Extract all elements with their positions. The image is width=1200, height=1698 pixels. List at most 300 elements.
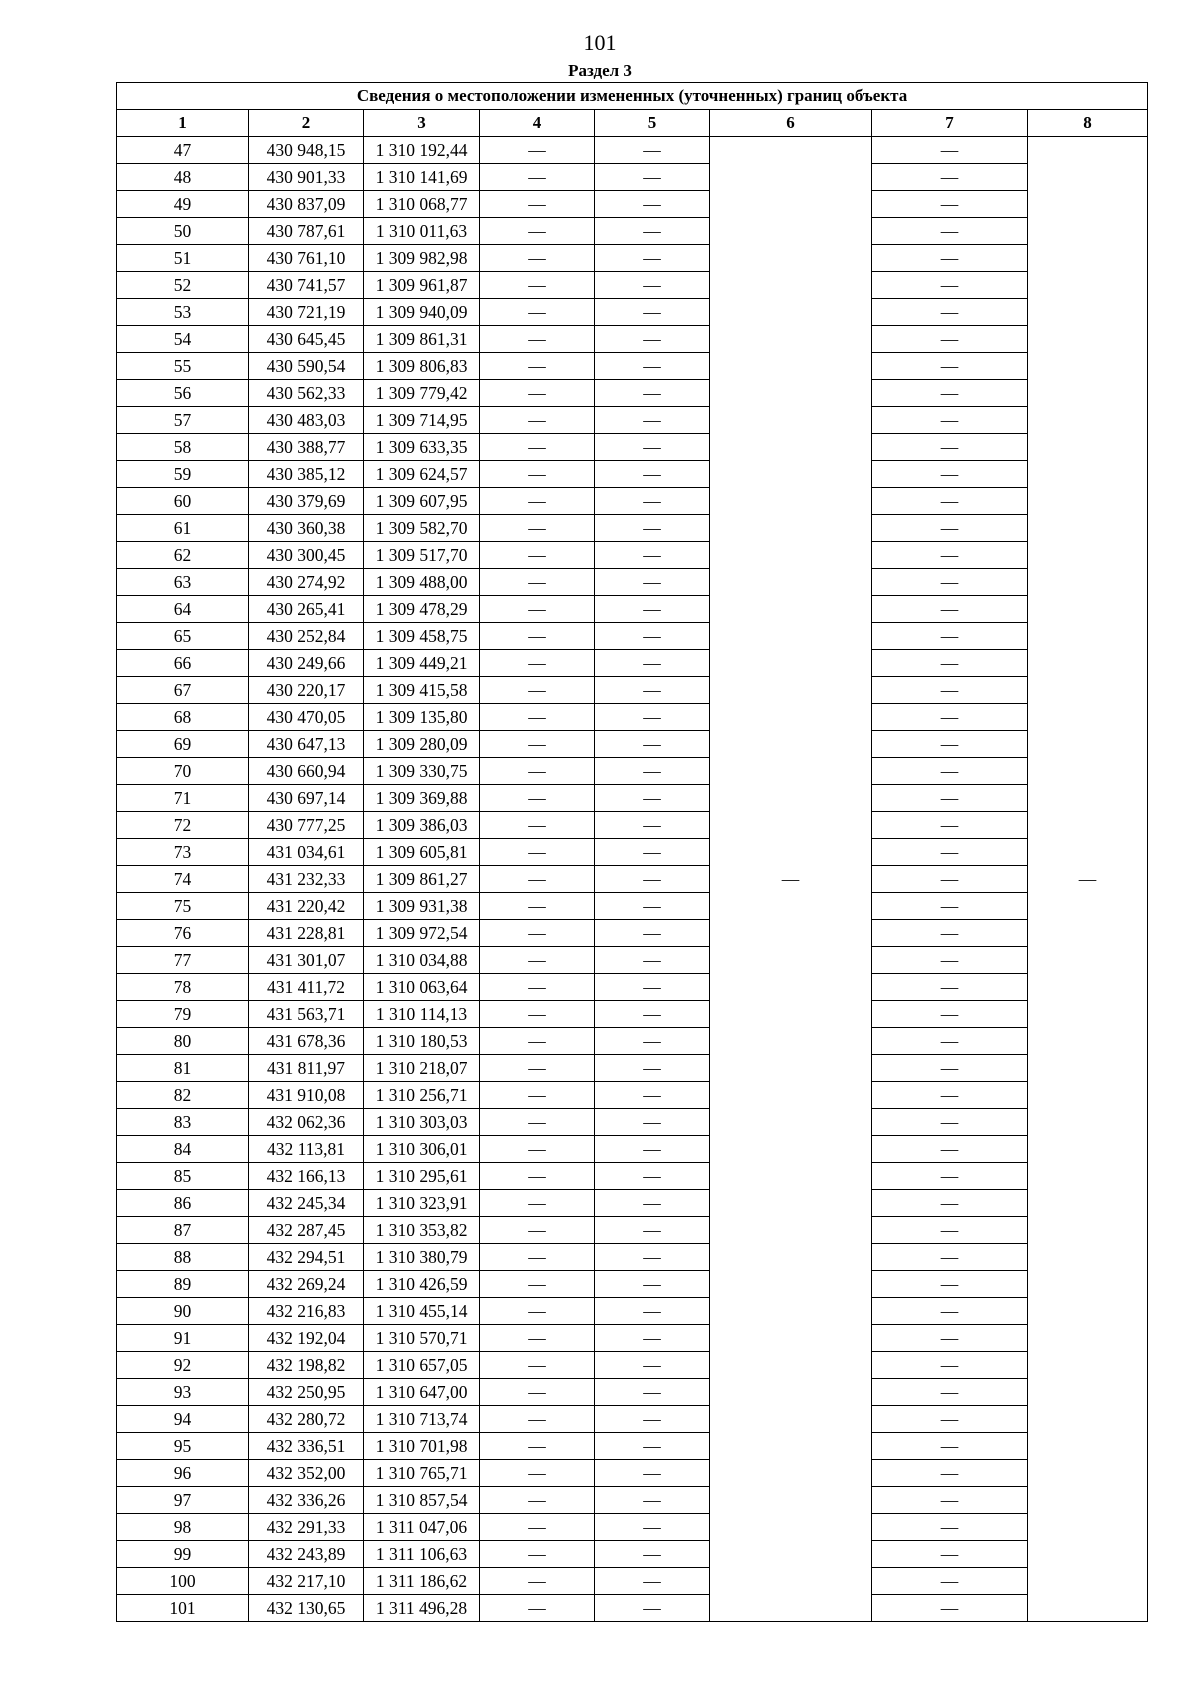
x-coordinate-cell: 432 245,34 [249,1190,364,1217]
table-row [117,866,1148,893]
x-coordinate-cell: 432 130,65 [249,1595,364,1622]
col5-cell: — [595,1298,710,1325]
point-number-cell: 92 [117,1352,249,1379]
col4-cell: — [480,1190,595,1217]
col4-cell: — [480,839,595,866]
col7-cell: — [872,1568,1028,1595]
point-number-cell: 96 [117,1460,249,1487]
point-number-cell: 56 [117,380,249,407]
x-coordinate-cell: 430 252,84 [249,623,364,650]
table-row [117,1190,1148,1217]
point-number-cell: 82 [117,1082,249,1109]
table-row [117,1325,1148,1352]
x-coordinate-cell: 432 062,36 [249,1109,364,1136]
col5-cell: — [595,1514,710,1541]
x-coordinate-cell: 430 660,94 [249,758,364,785]
col4-cell: — [480,299,595,326]
table-row [117,812,1148,839]
x-coordinate-cell: 430 777,25 [249,812,364,839]
y-coordinate-cell: 1 311 106,63 [364,1541,480,1568]
col5-cell: — [595,353,710,380]
table-row [117,623,1148,650]
point-number-cell: 94 [117,1406,249,1433]
y-coordinate-cell: 1 310 034,88 [364,947,480,974]
y-coordinate-cell: 1 310 192,44 [364,137,480,164]
col7-cell: — [872,1244,1028,1271]
col7-cell: — [872,839,1028,866]
x-coordinate-cell: 432 287,45 [249,1217,364,1244]
col7-cell: — [872,218,1028,245]
col7-cell: — [872,569,1028,596]
col4-cell: — [480,1433,595,1460]
x-coordinate-cell: 431 411,72 [249,974,364,1001]
col4-cell: — [480,704,595,731]
col4-cell: — [480,191,595,218]
y-coordinate-cell: 1 310 713,74 [364,1406,480,1433]
col4-cell: — [480,488,595,515]
x-coordinate-cell: 430 249,66 [249,650,364,677]
point-number-cell: 88 [117,1244,249,1271]
point-number-cell: 55 [117,353,249,380]
x-coordinate-cell: 430 697,14 [249,785,364,812]
table-body [117,137,1148,1622]
col7-cell: — [872,434,1028,461]
y-coordinate-cell: 1 310 455,14 [364,1298,480,1325]
col4-cell: — [480,1271,595,1298]
column-header: 1 [117,110,249,137]
col5-cell: — [595,191,710,218]
table-row [117,1433,1148,1460]
col4-cell: — [480,893,595,920]
x-coordinate-cell: 432 291,33 [249,1514,364,1541]
x-coordinate-cell: 430 483,03 [249,407,364,434]
col4-cell: — [480,218,595,245]
y-coordinate-cell: 1 309 280,09 [364,731,480,758]
col7-cell: — [872,677,1028,704]
y-coordinate-cell: 1 310 380,79 [364,1244,480,1271]
point-number-cell: 63 [117,569,249,596]
x-coordinate-cell: 430 647,13 [249,731,364,758]
col7-cell: — [872,1001,1028,1028]
col7-cell: — [872,893,1028,920]
table-row [117,677,1148,704]
table-row [117,272,1148,299]
table-row [117,569,1148,596]
col5-cell: — [595,137,710,164]
point-number-cell: 60 [117,488,249,515]
column-header: 3 [364,110,480,137]
column-header: 2 [249,110,364,137]
col7-cell: — [872,704,1028,731]
x-coordinate-cell: 430 274,92 [249,569,364,596]
y-coordinate-cell: 1 309 982,98 [364,245,480,272]
point-number-cell: 91 [117,1325,249,1352]
table-row [117,1244,1148,1271]
col4-cell: — [480,1568,595,1595]
x-coordinate-cell: 430 741,57 [249,272,364,299]
y-coordinate-cell: 1 309 861,27 [364,866,480,893]
y-coordinate-cell: 1 309 607,95 [364,488,480,515]
point-number-cell: 58 [117,434,249,461]
table-row [117,326,1148,353]
x-coordinate-cell: 430 787,61 [249,218,364,245]
point-number-cell: 83 [117,1109,249,1136]
y-coordinate-cell: 1 310 657,05 [364,1352,480,1379]
table-row [117,596,1148,623]
col5-cell: — [595,677,710,704]
col7-cell: — [872,1190,1028,1217]
col7-cell: — [872,164,1028,191]
col5-cell: — [595,380,710,407]
col5-cell: — [595,1460,710,1487]
y-coordinate-cell: 1 309 135,80 [364,704,480,731]
table-row [117,1406,1148,1433]
table-row [117,434,1148,461]
col7-cell: — [872,1136,1028,1163]
col7-cell: — [872,137,1028,164]
x-coordinate-cell: 431 034,61 [249,839,364,866]
col4-cell: — [480,272,595,299]
table-row [117,1082,1148,1109]
table-row [117,1271,1148,1298]
col4-cell: — [480,1298,595,1325]
col4-cell: — [480,920,595,947]
section-title: Раздел 3 [568,61,632,80]
table-row [117,974,1148,1001]
col4-cell: — [480,1406,595,1433]
point-number-cell: 78 [117,974,249,1001]
point-number-cell: 65 [117,623,249,650]
y-coordinate-cell: 1 309 972,54 [364,920,480,947]
y-coordinate-cell: 1 309 624,57 [364,461,480,488]
col5-cell: — [595,1244,710,1271]
col4-cell: — [480,434,595,461]
col5-cell: — [595,920,710,947]
x-coordinate-cell: 432 352,00 [249,1460,364,1487]
point-number-cell: 77 [117,947,249,974]
table-row [117,353,1148,380]
y-coordinate-cell: 1 309 605,81 [364,839,480,866]
col7-cell: — [872,1352,1028,1379]
point-number-cell: 70 [117,758,249,785]
col7-cell: — [872,596,1028,623]
table-row [117,542,1148,569]
column-header: 7 [872,110,1028,137]
col5-cell: — [595,515,710,542]
col5-cell: — [595,1541,710,1568]
col5-cell: — [595,1082,710,1109]
col4-cell: — [480,1244,595,1271]
y-coordinate-cell: 1 309 415,58 [364,677,480,704]
table-row [117,1055,1148,1082]
col7-cell: — [872,488,1028,515]
col4-cell: — [480,947,595,974]
x-coordinate-cell: 430 265,41 [249,596,364,623]
x-coordinate-cell: 430 388,77 [249,434,364,461]
table-row [117,137,1148,164]
y-coordinate-cell: 1 309 940,09 [364,299,480,326]
col7-cell: — [872,407,1028,434]
col7-cell: — [872,272,1028,299]
col4-cell: — [480,1325,595,1352]
y-coordinate-cell: 1 310 256,71 [364,1082,480,1109]
col7-cell: — [872,245,1028,272]
x-coordinate-cell: 432 216,83 [249,1298,364,1325]
y-coordinate-cell: 1 309 369,88 [364,785,480,812]
table-row [117,1028,1148,1055]
point-number-cell: 50 [117,218,249,245]
col7-cell: — [872,1028,1028,1055]
point-number-cell: 49 [117,191,249,218]
point-number-cell: 97 [117,1487,249,1514]
y-coordinate-cell: 1 309 582,70 [364,515,480,542]
x-coordinate-cell: 430 948,15 [249,137,364,164]
col7-cell: — [872,1460,1028,1487]
y-coordinate-cell: 1 309 633,35 [364,434,480,461]
col5-cell: — [595,731,710,758]
x-coordinate-cell: 430 360,38 [249,515,364,542]
col4-cell: — [480,380,595,407]
point-number-cell: 59 [117,461,249,488]
table-row [117,1136,1148,1163]
col5-cell: — [595,1028,710,1055]
col7-cell: — [872,542,1028,569]
y-coordinate-cell: 1 310 701,98 [364,1433,480,1460]
col4-cell: — [480,677,595,704]
col7-cell: — [872,866,1028,893]
y-coordinate-cell: 1 309 861,31 [364,326,480,353]
col4-cell: — [480,1541,595,1568]
y-coordinate-cell: 1 310 426,59 [364,1271,480,1298]
point-number-cell: 85 [117,1163,249,1190]
col5-cell: — [595,488,710,515]
x-coordinate-cell: 432 166,13 [249,1163,364,1190]
col7-cell: — [872,1595,1028,1622]
x-coordinate-cell: 430 220,17 [249,677,364,704]
table-row [117,1487,1148,1514]
col7-cell: — [872,974,1028,1001]
col7-cell: — [872,1217,1028,1244]
y-coordinate-cell: 1 311 047,06 [364,1514,480,1541]
col4-cell: — [480,515,595,542]
y-coordinate-cell: 1 310 011,63 [364,218,480,245]
point-number-cell: 80 [117,1028,249,1055]
table-row [117,839,1148,866]
point-number-cell: 74 [117,866,249,893]
col7-cell: — [872,920,1028,947]
y-coordinate-cell: 1 309 806,83 [364,353,480,380]
table-row [117,488,1148,515]
x-coordinate-cell: 430 562,33 [249,380,364,407]
column-header: 6 [710,110,872,137]
x-coordinate-cell: 430 470,05 [249,704,364,731]
column-header: 5 [595,110,710,137]
col5-cell: — [595,1487,710,1514]
y-coordinate-cell: 1 310 353,82 [364,1217,480,1244]
col5-cell: — [595,434,710,461]
col7-cell: — [872,1406,1028,1433]
col5-cell: — [595,893,710,920]
column-header: 8 [1028,110,1148,137]
column-header-row [117,110,1148,137]
table-row [117,1595,1148,1622]
table-row [117,515,1148,542]
col5-cell: — [595,812,710,839]
col4-cell: — [480,1514,595,1541]
x-coordinate-cell: 430 590,54 [249,353,364,380]
col4-cell: — [480,974,595,1001]
point-number-cell: 98 [117,1514,249,1541]
col7-cell: — [872,1379,1028,1406]
y-coordinate-cell: 1 310 063,64 [364,974,480,1001]
point-number-cell: 54 [117,326,249,353]
col7-cell: — [872,1433,1028,1460]
col4-cell: — [480,542,595,569]
table-row [117,299,1148,326]
table-row [117,164,1148,191]
col5-cell: — [595,299,710,326]
col7-cell: — [872,353,1028,380]
x-coordinate-cell: 431 228,81 [249,920,364,947]
table-row [117,947,1148,974]
merged-col8-cell: — [1028,137,1148,1622]
table-row [117,1568,1148,1595]
y-coordinate-cell: 1 309 386,03 [364,812,480,839]
y-coordinate-cell: 1 309 488,00 [364,569,480,596]
col4-cell: — [480,137,595,164]
x-coordinate-cell: 432 269,24 [249,1271,364,1298]
table-row [117,1541,1148,1568]
col4-cell: — [480,407,595,434]
point-number-cell: 48 [117,164,249,191]
col7-cell: — [872,731,1028,758]
point-number-cell: 68 [117,704,249,731]
point-number-cell: 62 [117,542,249,569]
point-number-cell: 66 [117,650,249,677]
col7-cell: — [872,1541,1028,1568]
col7-cell: — [872,380,1028,407]
col7-cell: — [872,650,1028,677]
table-row [117,1514,1148,1541]
x-coordinate-cell: 432 336,26 [249,1487,364,1514]
x-coordinate-cell: 431 678,36 [249,1028,364,1055]
col4-cell: — [480,731,595,758]
table-row [117,1352,1148,1379]
col4-cell: — [480,461,595,488]
point-number-cell: 67 [117,677,249,704]
col5-cell: — [595,542,710,569]
col4-cell: — [480,1595,595,1622]
col4-cell: — [480,1163,595,1190]
x-coordinate-cell: 432 192,04 [249,1325,364,1352]
col7-cell: — [872,1082,1028,1109]
table-row [117,218,1148,245]
table-row [117,380,1148,407]
col7-cell: — [872,1055,1028,1082]
point-number-cell: 47 [117,137,249,164]
col4-cell: — [480,1136,595,1163]
x-coordinate-cell: 432 198,82 [249,1352,364,1379]
col5-cell: — [595,1271,710,1298]
col7-cell: — [872,623,1028,650]
point-number-cell: 71 [117,785,249,812]
point-number-cell: 81 [117,1055,249,1082]
y-coordinate-cell: 1 310 570,71 [364,1325,480,1352]
col5-cell: — [595,866,710,893]
point-number-cell: 90 [117,1298,249,1325]
x-coordinate-cell: 430 721,19 [249,299,364,326]
y-coordinate-cell: 1 311 186,62 [364,1568,480,1595]
col7-cell: — [872,1514,1028,1541]
y-coordinate-cell: 1 310 857,54 [364,1487,480,1514]
col7-cell: — [872,1109,1028,1136]
col4-cell: — [480,866,595,893]
col4-cell: — [480,569,595,596]
col4-cell: — [480,245,595,272]
table-row [117,407,1148,434]
x-coordinate-cell: 431 563,71 [249,1001,364,1028]
col4-cell: — [480,596,595,623]
col5-cell: — [595,839,710,866]
col5-cell: — [595,407,710,434]
table-row [117,758,1148,785]
point-number-cell: 93 [117,1379,249,1406]
col5-cell: — [595,596,710,623]
col5-cell: — [595,1136,710,1163]
y-coordinate-cell: 1 310 141,69 [364,164,480,191]
col5-cell: — [595,650,710,677]
x-coordinate-cell: 432 294,51 [249,1244,364,1271]
point-number-cell: 100 [117,1568,249,1595]
table-row [117,461,1148,488]
col5-cell: — [595,785,710,812]
col5-cell: — [595,245,710,272]
x-coordinate-cell: 432 243,89 [249,1541,364,1568]
x-coordinate-cell: 430 379,69 [249,488,364,515]
table-row [117,650,1148,677]
y-coordinate-cell: 1 310 323,91 [364,1190,480,1217]
col5-cell: — [595,569,710,596]
table-row [117,191,1148,218]
point-number-cell: 69 [117,731,249,758]
y-coordinate-cell: 1 309 517,70 [364,542,480,569]
point-number-cell: 57 [117,407,249,434]
col7-cell: — [872,191,1028,218]
col4-cell: — [480,1082,595,1109]
point-number-cell: 61 [117,515,249,542]
y-coordinate-cell: 1 310 765,71 [364,1460,480,1487]
x-coordinate-cell: 430 837,09 [249,191,364,218]
table-row [117,1379,1148,1406]
x-coordinate-cell: 431 220,42 [249,893,364,920]
col4-cell: — [480,164,595,191]
y-coordinate-cell: 1 310 180,53 [364,1028,480,1055]
col4-cell: — [480,353,595,380]
table-row [117,731,1148,758]
point-number-cell: 87 [117,1217,249,1244]
col5-cell: — [595,1595,710,1622]
y-coordinate-cell: 1 310 068,77 [364,191,480,218]
boundary-coordinates-table [116,82,1148,1622]
y-coordinate-cell: 1 311 496,28 [364,1595,480,1622]
y-coordinate-cell: 1 309 478,29 [364,596,480,623]
x-coordinate-cell: 431 301,07 [249,947,364,974]
col5-cell: — [595,326,710,353]
col4-cell: — [480,1352,595,1379]
col5-cell: — [595,1568,710,1595]
point-number-cell: 84 [117,1136,249,1163]
x-coordinate-cell: 432 280,72 [249,1406,364,1433]
